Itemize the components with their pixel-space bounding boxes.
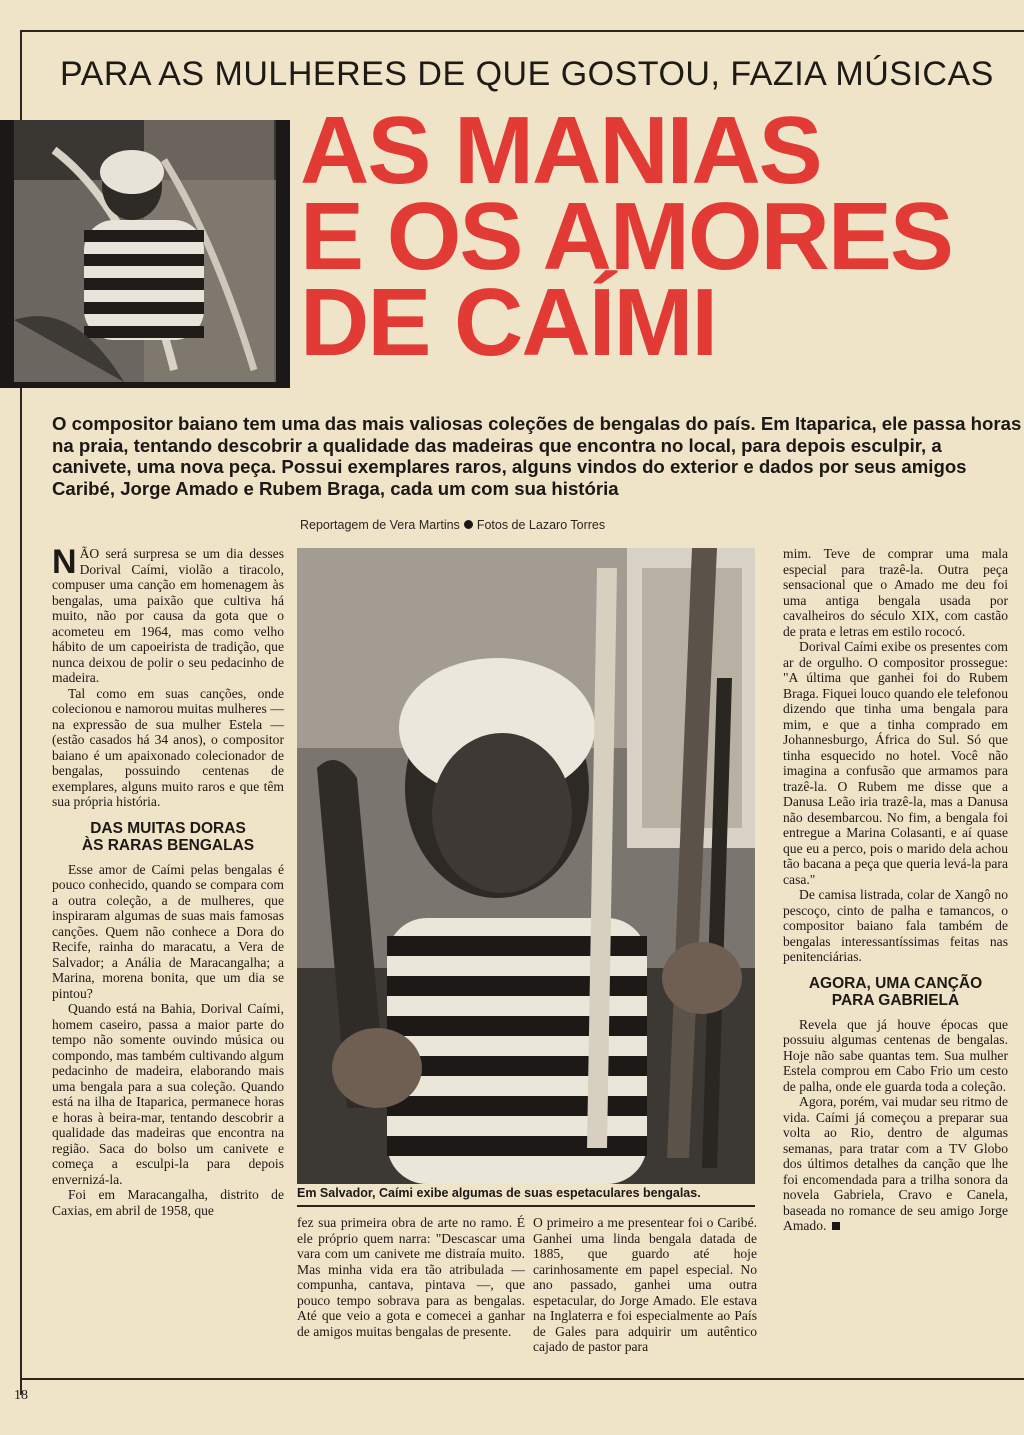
lede-paragraph: O compositor baiano tem uma das mais valiosas coleções de bengalas do país. Em Itaparica, ele passa horas na praia, tentando descobrir a qualidade das madeiras que encontra no local, para depois esculpir, a canivete, uma nova peça. Possui exemplares raros, alguns vindos do exterior e dados por seus amigos Caribé, Jorge Amado e Rubem Braga, cada um com sua história (52, 413, 1022, 499)
drop-cap: N (52, 543, 77, 581)
headline-line-1: AS MANIAS (300, 97, 821, 204)
byline (300, 518, 700, 532)
frame-rule-top (20, 30, 1024, 32)
byline-photos: Fotos de Lazaro Torres (476, 518, 606, 532)
paragraph: Quando está na Bahia, Dorival Caími, homem caseiro, passa a maior parte do tempo não somente ouvindo música ou compondo, mas também cultivando algum pedacinho de madeira, elaborando mais uma bengala para a sua coleção. Quando está na ilha de Itaparica, permanece horas e horas à beira-mar, tentando descobrir a qualidade das madeiras que encontra na região. Saca do bolso um canivete e começa a esculpi-la para depois envernizá-la. (52, 1001, 284, 1187)
end-mark-icon (832, 1222, 840, 1230)
paragraph: Revela que já houve épocas que possuiu algumas centenas de bengalas. Hoje não sabe quantas tem. Sua mulher Estela comprou em Cabo Frio um cesto de palha, onde ele guarda toda a coleção. (783, 1016, 1008, 1094)
frame-rule-bottom (20, 1378, 1024, 1380)
page-number: 18 (14, 1388, 28, 1403)
subhead-doras: DAS MUITAS DORAS ÀS RARAS BENGALAS (81, 819, 255, 854)
photo-hammock-image (14, 120, 276, 382)
photo-hammock (0, 120, 290, 388)
paragraph: Dorival Caími exibe os presentes com ar de orgulho. O compositor prossegue: "A última que ganhei foi do Rubem Braga. Fiquei louco quando ele telefonou dizendo que tinha uma bengala para mim, e que a tinha comprado em Johannesburgo, África do Sul. Só que tinha esquecido no hotel. Você não imagina a confusão que armamos para trazê-la. O Rubem me disse que a Danusa Leão iria trazê-la, mas a Danusa não desembarcou. No fim, a bengala foi entregue a Marina Colasanti, e aí quase que eu a perco, pois o marido dela achou tão bacana a peça que queria levá-la para casa." (783, 639, 1008, 887)
bullet-icon (464, 520, 473, 529)
column-1 (52, 543, 284, 1218)
paragraph: Foi em Maracangalha, distrito de Caxias, em abril de 1958, que (52, 1187, 284, 1218)
photo-caimi-canes (297, 548, 755, 1184)
headline-line-2: E OS AMORES (300, 183, 952, 290)
kicker: PARA AS MULHERES DE QUE GOSTOU, FAZIA MÚSICAS (60, 55, 994, 93)
paragraph: De camisa listrada, colar de Xangô no pescoço, cinto de palha e tamancos, o compositor baiano fala também de bengalas interessantíssimas feitas nas penitenciárias. (783, 887, 1008, 964)
column-2 (297, 1215, 525, 1339)
byline-report: Reportagem de Vera Martins (300, 518, 460, 532)
photo-caption: Em Salvador, Caími exibe algumas de suas espetaculares bengalas. (297, 1186, 701, 1200)
headline-line-3: DE CAÍMI (300, 269, 716, 376)
subhead-gabriela: AGORA, UMA CANÇÃO PARA GABRIELA (808, 974, 983, 1009)
paragraph: NÃO será surpresa se um dia desses Dorival Caími, violão a tiracolo, compuser uma canção em homenagem às bengalas, uma paixão que cultiva há muito, não por causa da gota que o acometeu em 1964, mas como velho hábito de um capoeirista de tradição, que nunca deixou de polir o seu pedacinho de madeira. (52, 543, 284, 685)
column-4 (783, 546, 1008, 1234)
paragraph: Tal como em suas canções, onde colecionou e namorou muitas mulheres — na expressão de sua mulher Estela — (estão casados há 34 anos), o compositor baiano é um apaixonado colecionador de bengalas, possuindo centenas de exemplares, alguns muito raros e que têm sua própria história. (52, 685, 284, 809)
paragraph: fez sua primeira obra de arte no ramo. É ele próprio quem narra: "Descascar uma vara com um canivete me distraía muito. Mas minha vida era tão atribulada — compunha, cantava, pintava —, que pouco tempo sobrava para as bengalas. Até que veio a gota e comecei a ganhar de amigos muitas bengalas de presente. (297, 1215, 525, 1339)
paragraph: O primeiro a me presentear foi o Caribé. Ganhei uma linda bengala datada de 1885, que guardo até hoje carinhosamente em papel especial. No ano passado, ganhei uma outra espetacular, do Jorge Amado. Ele estava na Inglaterra e foi especialmente ao País de Gales para adquirir um autêntico cajado de pastor para (533, 1215, 757, 1354)
paragraph: Agora, porém, vai mudar seu ritmo de vida. Caími já começou a preparar sua volta ao Rio, dentro de algumas semanas, para tratar com a TV Globo dos últimos detalhes da canção que lhe foi encomendada para a trilha sonora da novela Gabriela, Cravo e Canela, baseada no romance de seu amigo Jorge Amado. (783, 1094, 1008, 1233)
headline (300, 97, 1020, 376)
photo-caimi-image (297, 548, 755, 1184)
caption-rule (297, 1205, 755, 1207)
paragraph: mim. Teve de comprar uma mala especial para trazê-la. Outra peça sensacional que o Amado me deu foi uma antiga bengala usada por cavalheiros do século XIX, com castão de prata e letras em estilo rococó. (783, 546, 1008, 639)
paragraph: Esse amor de Caími pelas bengalas é pouco conhecido, quando se compara com a outra coleção, a de mulheres, que inspiraram algumas de suas mais famosas canções. Quem não conhece a Dora do Recife, rainha do maracatu, a Vera de Salvador; a Anália de Maracangalha; a Marina, morena bonita, que um dia se pintou? (52, 861, 284, 1001)
column-3 (533, 1215, 757, 1355)
